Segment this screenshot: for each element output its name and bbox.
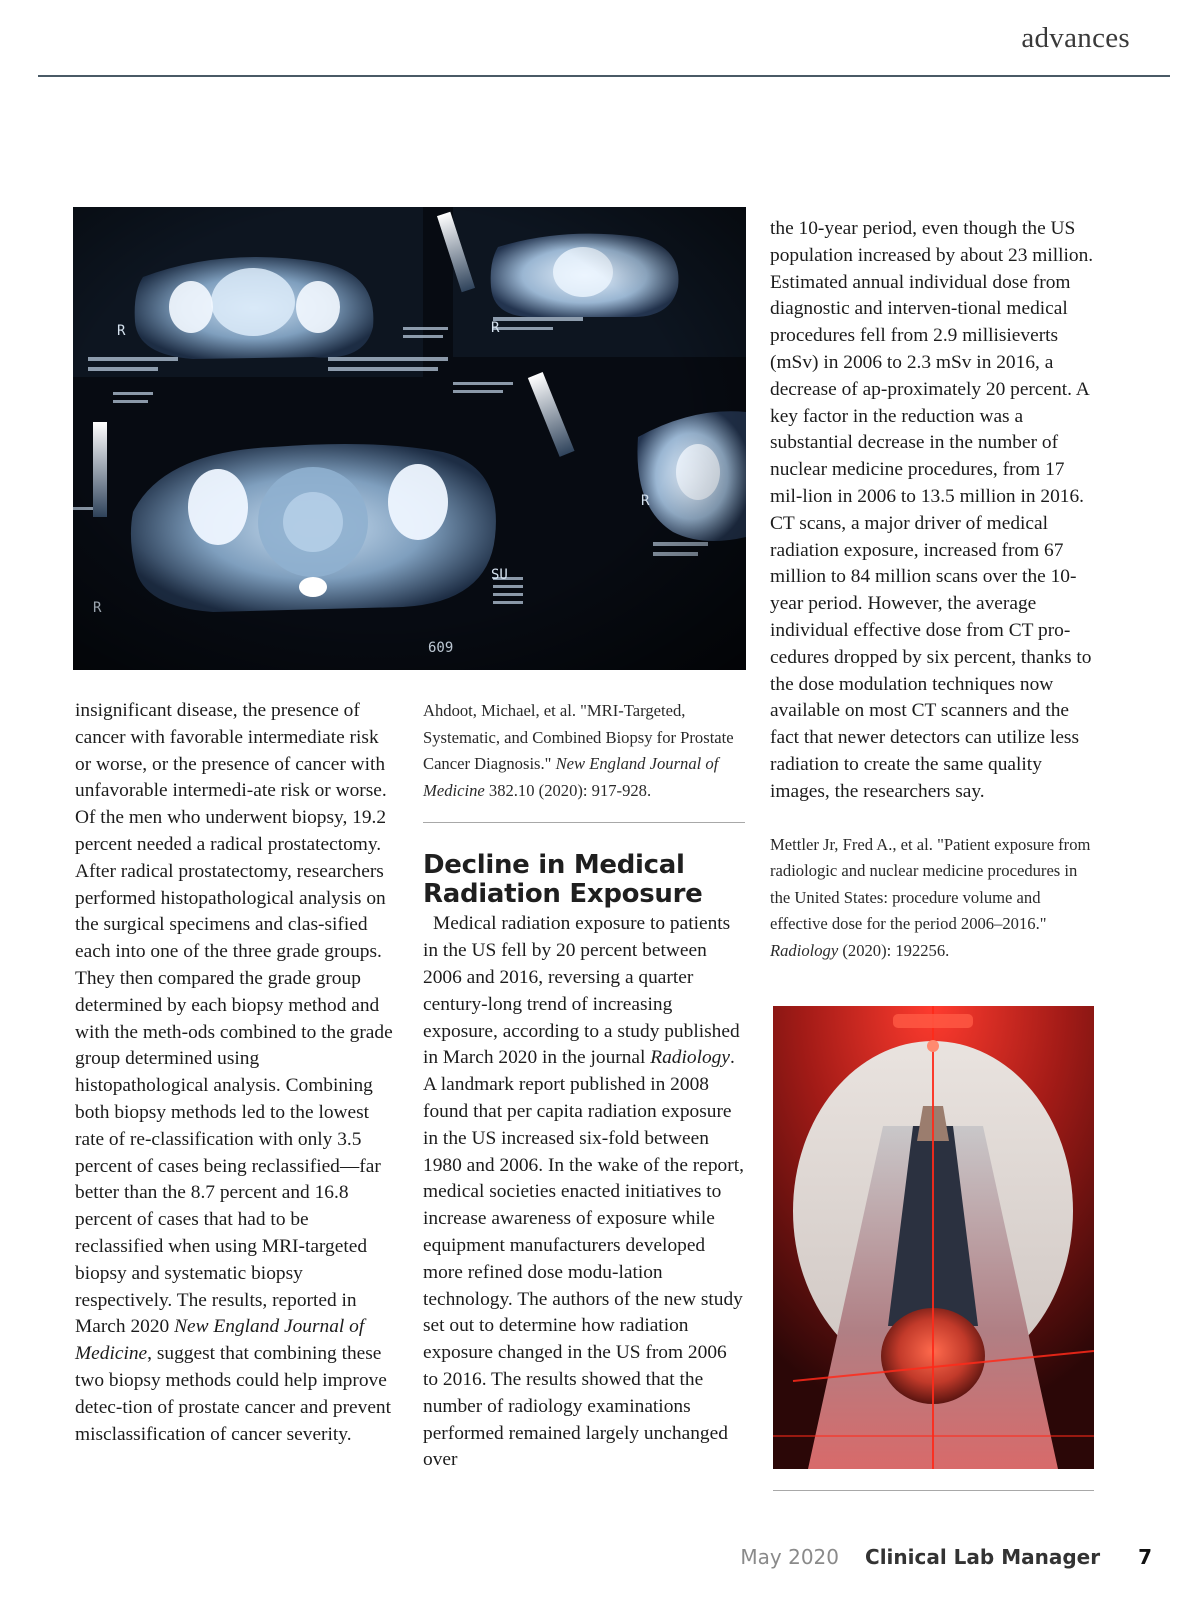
journal-name: New England Journal of Medicine (75, 1316, 365, 1365)
citation-journal-radiology: Radiology (770, 940, 839, 960)
issue-date: May 2020 (740, 1545, 840, 1569)
citation-ahdoot: Ahdoot, Michael, et al. "MRI-Targeted, Systematic, and Combined Biopsy for Prostate Cancer Diagnosis." New England Journal of Medicine 382.10 (2020): 917-928. (423, 701, 734, 800)
ct-scanner-illustration (773, 1006, 1094, 1469)
section-label: advances (1021, 22, 1130, 54)
ct-scan-photo (73, 207, 746, 670)
citation-journal: New England Journal of Medicine (423, 754, 719, 800)
header-rule (38, 75, 1170, 77)
page-footer (740, 1545, 1152, 1569)
ct-scan-illustration (73, 207, 746, 670)
column-1 (75, 698, 397, 1448)
column-2 (423, 698, 745, 1474)
page-number: 7 (1138, 1545, 1152, 1569)
column1-paragraph: insignificant disease, the presence of cancer with favorable intermediate risk or worse, or the presence of cancer with unfavorable intermedi-ate risk or worse. Of the men who underwent biopsy, 19.2 percent needed a radical prostatectomy. After radical prostatectomy, researchers performed histopathological analysis on the surgical specimens and clas-sified each into one of the three grade groups. They then compared the grade group determined by each biopsy method and with the meth-ods combined to the grade group determined using histopathological analysis. Combining both biopsy methods led to the lowest rate of re-classification with only 3.5 percent of cases being reclassified—far better than the 8.7 percent and 16.8 percent of cases that had to be reclassified when using MRI-targeted biopsy and systematic biopsy respectively. The results, reported in March 2020 New England Journal of Medicine, suggest that combining these two biopsy methods could help improve detec-tion of prostate cancer and prevent misclassification of cancer severity. (75, 700, 393, 1445)
magazine-name: Clinical Lab Manager (865, 1545, 1101, 1569)
journal-name-radiology: Radiology (650, 1047, 730, 1069)
citation-mettler: Mettler Jr, Fred A., et al. "Patient exposure from radiologic and nuclear medicine procedures in the United States: procedure volume and effective dose for the period 2006–2016." Radiology (2020): 192256. (770, 834, 1091, 960)
column-3 (770, 216, 1100, 965)
bottom-divider (773, 1490, 1094, 1491)
section-heading: Decline in Medical Radiation Exposure (423, 850, 703, 910)
column3-paragraph: the 10-year period, even though the US population increased by about 23 million. Estimated annual individual dose from diagnostic and interven-tional medical procedures fell from 2.9 millisieverts (mSv) in 2006 to 2.3 mSv in 2016, a decrease of ap-proximately 20 percent. A key factor in the reduction was a substantial decrease in the number of nuclear medicine procedures, from 17 mil-lion in 2006 to 13.5 million in 2016. CT scans, a major driver of medical radiation exposure, increased from 67 million to 84 million scans over the 10-year period. However, the average individual effective dose from CT pro-cedures dropped by six percent, thanks to the dose modulation techniques now available on most CT scanners and the fact that newer detectors can utilize less radiation to create the same quality images, the researchers say. (770, 218, 1094, 802)
citation-divider (423, 822, 745, 823)
column2-paragraph: Medical radiation exposure to patients in the US fell by 20 percent between 2006 and 2016, reversing a quarter century-long trend of increasing exposure, according to a study published in March 2020 in the journal Radiology. A landmark report published in 2008 found that per capita radiation exposure in the US increased six-fold between 1980 and 2006. In the wake of the report, medical societies enacted initiatives to increase awareness of exposure while equipment manufacturers developed more refined dose modu-lation technology. The authors of the new study set out to determine how radiation exposure changed in the US from 2006 to 2016. The results showed that the number of radiology examinations performed remained largely unchanged over (423, 913, 744, 1471)
scanner-photo (773, 1006, 1094, 1469)
